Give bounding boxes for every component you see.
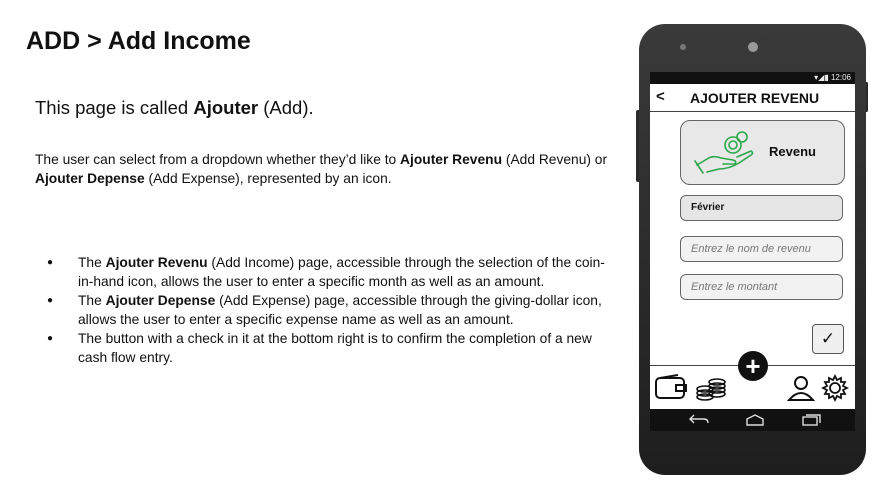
coin-in-hand-icon [693,129,763,177]
description-paragraph: The user can select from a dropdown whether they’d like to Ajouter Revenu (Add Revenu) or Ajouter Depense (Add Expense), represented by an icon. [35,152,608,186]
status-bar: ▾◢▮ 12:06 [650,72,855,84]
phone-speaker [680,44,686,50]
wallet-icon[interactable] [654,374,688,402]
phone-screen [650,72,855,431]
user-icon[interactable] [786,374,816,402]
entry-type-label: Revenu [769,144,816,159]
list-item: ● The Ajouter Revenu (Add Income) page, accessible through the selection of the coin-in-hand icon, allows the user to enter a specific month as well as an amount. [35,253,610,291]
month-field[interactable]: Février [680,195,843,221]
coins-icon[interactable] [694,374,728,402]
intro-text: This page is called Ajouter (Add). [35,97,314,118]
status-time: 12:06 [830,73,851,82]
income-name-input[interactable]: Entrez le nom de revenu [680,236,843,262]
screen-title: AJOUTER REVENU [690,90,820,106]
phone-camera [748,42,758,52]
back-arrow-icon[interactable] [688,413,710,427]
recents-icon[interactable] [800,413,822,427]
list-item: ● The Ajouter Depense (Add Expense) page, accessible through the giving-dollar icon, allows the user to enter a specific expense name as well as an amount. [35,291,610,329]
confirm-button[interactable]: ✓ [812,324,844,354]
list-item: ● The button with a check in it at the bottom right is to confirm the completion of a new cash flow entry. [35,329,610,367]
phone-frame [639,24,866,475]
amount-input[interactable]: Entrez le montant [680,274,843,300]
add-entry-button[interactable]: + [738,351,768,381]
page-title: ADD > Add Income [26,27,251,55]
gear-icon[interactable] [820,374,850,402]
system-navigation-bar [650,409,855,431]
feature-list [35,253,610,367]
app-bar [650,84,855,112]
home-icon[interactable] [744,413,766,427]
entry-type-dropdown[interactable] [680,120,845,185]
back-button[interactable]: < [656,88,665,105]
